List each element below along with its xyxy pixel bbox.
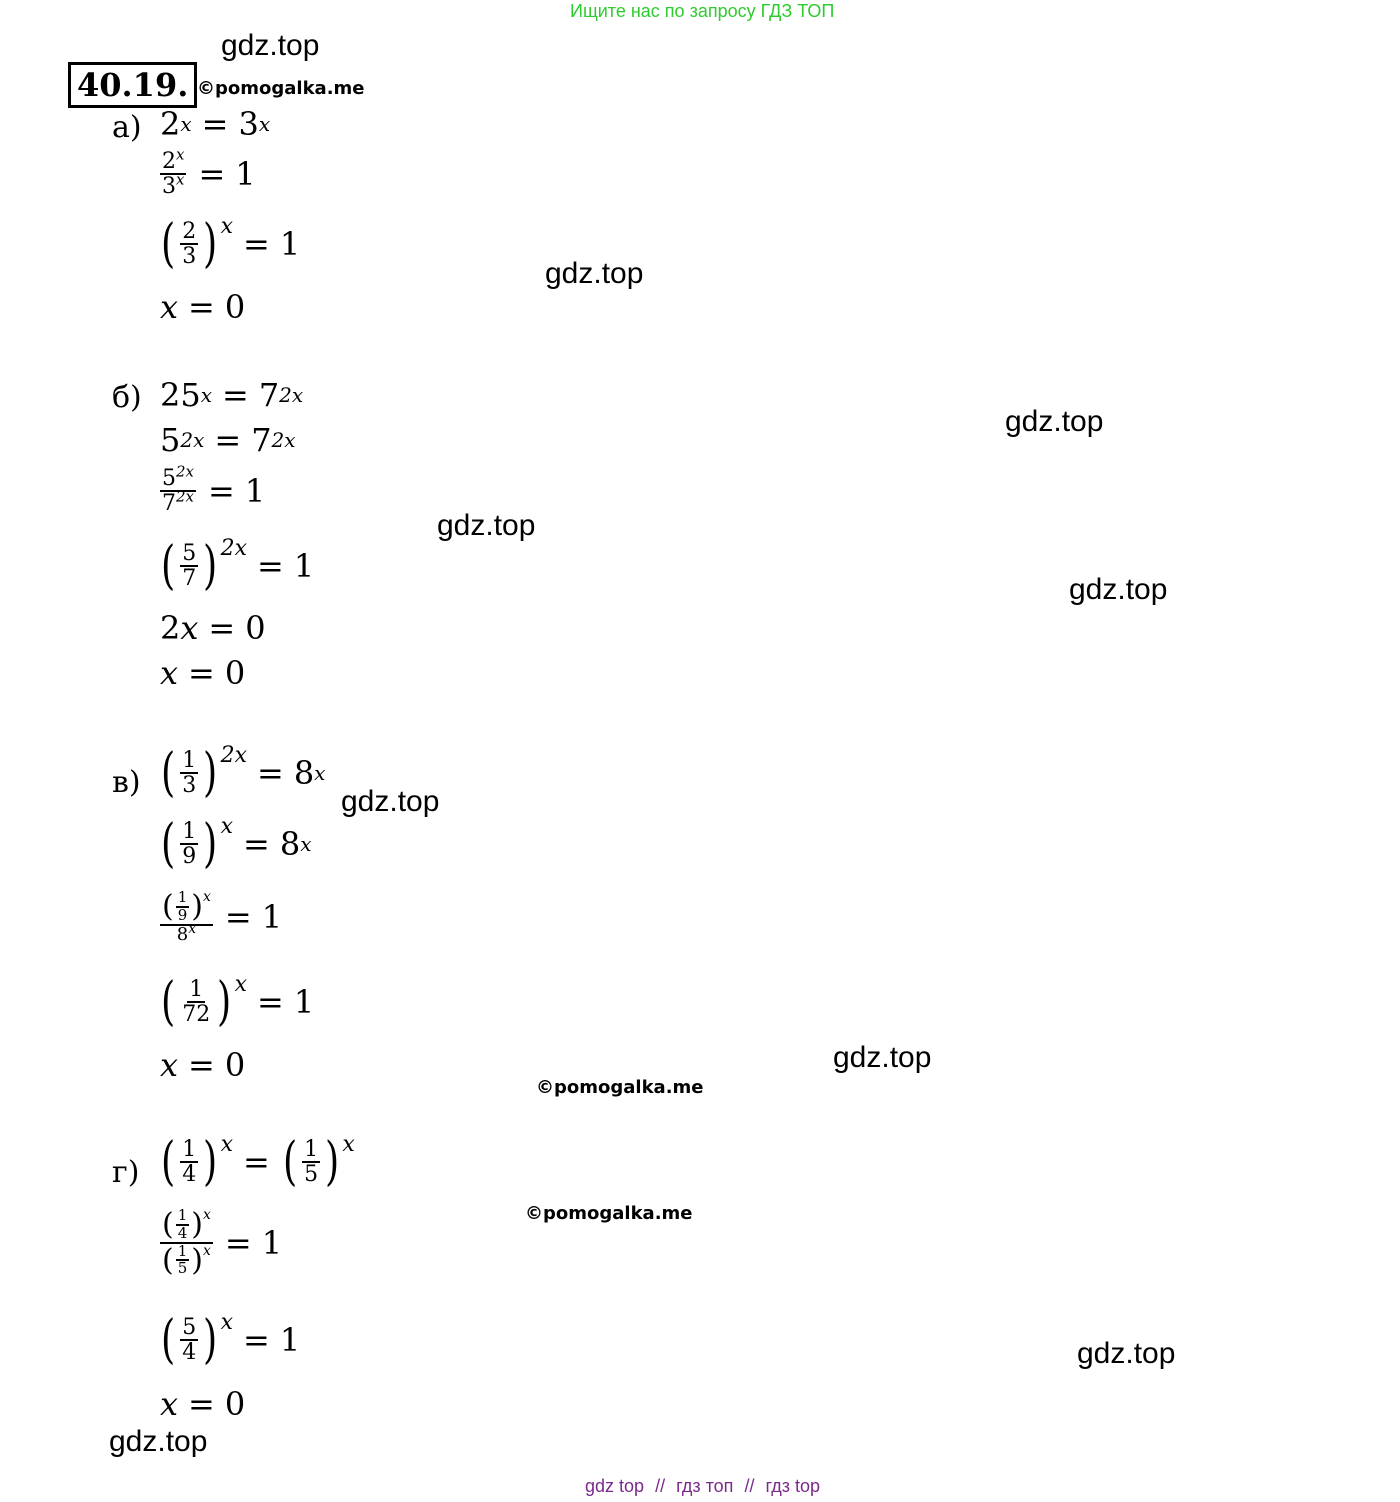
top-banner[interactable]: Ищите нас по запросу ГДЗ ТОП (570, 1, 835, 21)
equation-line: ( $\frac{1}{9}$ ) x = 8 x (161, 814, 312, 874)
copyright-mark: ©pomogalka.me (197, 78, 365, 99)
part-label-a: а) (112, 110, 142, 145)
equation-line: ( $\frac{5}{4}$ ) x = 1 (161, 1310, 301, 1370)
watermark: gdz.top (545, 257, 644, 290)
watermark: gdz.top (437, 509, 536, 542)
part-label-b: б) (112, 380, 142, 415)
watermark: gdz.top (1077, 1337, 1176, 1370)
part-label-g: г) (112, 1155, 140, 1190)
watermark: gdz.top (833, 1041, 932, 1074)
footer-separator: // (655, 1476, 666, 1496)
equation-line: ( $\frac{1}{3}$ ) 2x = 8 x (161, 743, 326, 803)
equation-line: 5 2x = 7 2x (160, 421, 296, 459)
watermark: gdz.top (1069, 573, 1168, 606)
equation-line: 25 x = 7 2x (160, 376, 304, 414)
equation-line: ( $\frac{1}{72}$ ) x = 1 (161, 972, 315, 1032)
footer-links (585, 1476, 820, 1497)
equation-line: x = 0 (160, 1046, 246, 1084)
watermark: gdz.top (341, 785, 440, 818)
copyright-mark: ©pomogalka.me (525, 1203, 693, 1224)
equation-line: ( $\frac{2}{3}$ ) x = 1 (161, 214, 301, 274)
problem-number: 40.19. (68, 62, 197, 108)
equation-line: $\frac{5^{2x}}{7^{2x}}$ = 1 (162, 462, 266, 517)
footer-link[interactable]: гдз top (765, 1476, 821, 1496)
copyright-mark: ©pomogalka.me (536, 1077, 704, 1098)
equation-line: x = 0 (160, 654, 246, 692)
footer-link[interactable]: гдз топ (676, 1476, 734, 1496)
watermark: gdz.top (1005, 405, 1104, 438)
equation-line: 2 x = 3 x (160, 105, 271, 143)
equation-line: ( $\frac{1}{4}$ ) x ( $\frac{1}{5}$ ) x = 1 (162, 1206, 283, 1278)
footer-separator: // (744, 1476, 755, 1496)
part-label-v: в) (112, 765, 141, 800)
equation-line: x = 0 (160, 1385, 246, 1423)
equation-line: ( $\frac{1}{9}$ ) x 8$^x$ = 1 (162, 888, 283, 945)
equation-line: 2 x = 0 (160, 609, 266, 647)
equation-line: $\frac{2^x}{3^x}$ = 1 (162, 145, 256, 200)
equation-line: x = 0 (160, 288, 246, 326)
equation-line: ( $\frac{1}{4}$ ) x = ( $\frac{1}{5}$ ) x (161, 1132, 355, 1192)
watermark: gdz.top (221, 29, 320, 62)
footer-link[interactable]: gdz top (585, 1476, 645, 1496)
equation-line: ( $\frac{5}{7}$ ) 2x = 1 (161, 536, 315, 596)
watermark: gdz.top (109, 1425, 208, 1458)
